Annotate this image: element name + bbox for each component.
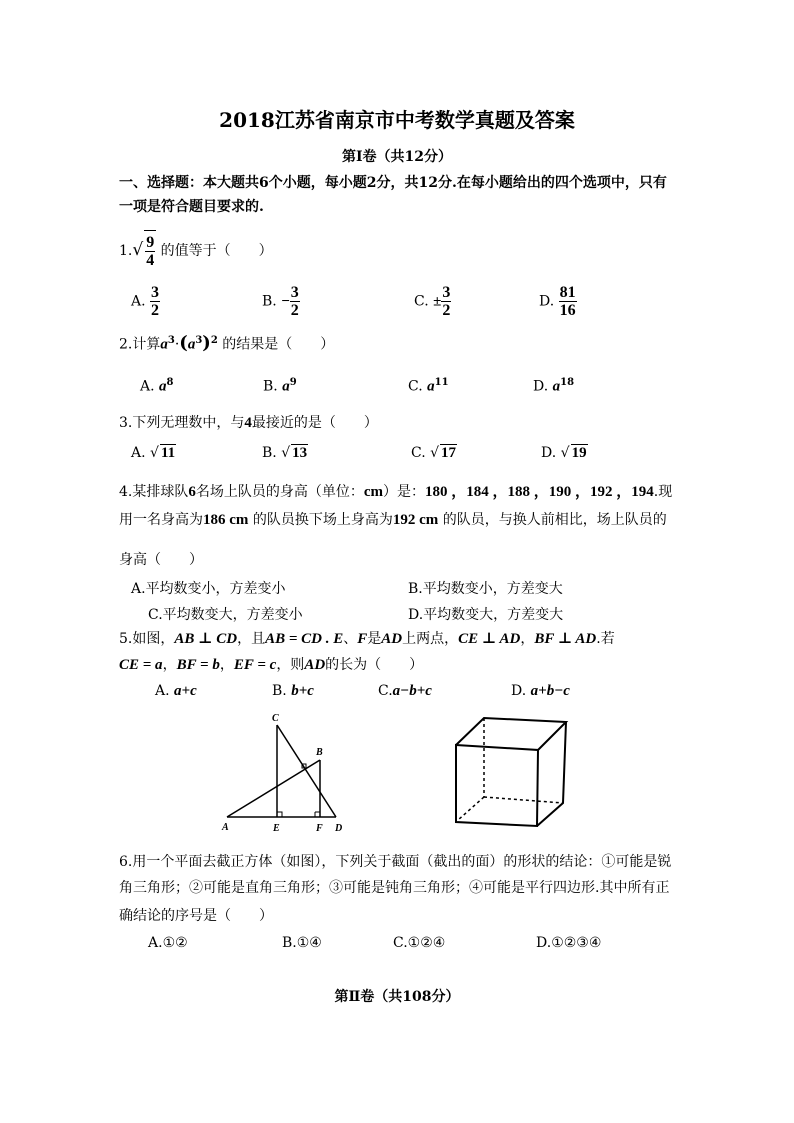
instructions-line2: 一项是符合题目要求的. bbox=[119, 199, 264, 215]
q4-option-c[interactable]: C.平均数变大，方差变小 bbox=[148, 607, 303, 623]
q3-option-a[interactable]: A. √ 11 bbox=[131, 445, 176, 461]
question-text: 的值等于（ ） bbox=[160, 243, 273, 259]
part1-heading: 第Ⅰ卷（共12分） bbox=[341, 149, 453, 165]
sqrt-icon: √ bbox=[132, 240, 144, 260]
q3-option-d[interactable]: D. √ 19 bbox=[541, 445, 587, 461]
q2-option-c[interactable]: C. $a^{11}$ bbox=[408, 377, 449, 395]
cube-figure bbox=[456, 718, 566, 826]
point-label-c: C bbox=[272, 713, 279, 724]
q3-option-b[interactable]: B. √ 13 bbox=[262, 445, 308, 461]
question-2: 2.计算$a^3\cdot(a^3)^2$ 的结果是（ ） bbox=[119, 332, 335, 354]
q3-option-c[interactable]: C. √ 17 bbox=[411, 445, 457, 461]
q1-option-a[interactable]: A. $\frac{3}{2}$ bbox=[131, 284, 160, 319]
q5-option-b[interactable]: B. b+c bbox=[272, 683, 314, 699]
q1-option-d[interactable]: D. $\frac{81}{16}$ bbox=[539, 284, 576, 319]
q2-option-b[interactable]: B. $a^9$ bbox=[263, 377, 297, 395]
sqrt-icon: √ bbox=[281, 445, 291, 461]
question-6-line2: 角三角形；②可能是直角三角形；③可能是钝角三角形；④可能是平行四边形.其中所有正 bbox=[119, 880, 670, 896]
q5-option-d[interactable]: D. a+b−c bbox=[511, 683, 570, 699]
sqrt-icon: √ bbox=[150, 445, 159, 461]
sqrt-icon: √ bbox=[430, 445, 440, 461]
q-number: 1. bbox=[119, 243, 133, 259]
question-4-line1: 4.某排球队6名场上队员的身高（单位：cm）是：180 ，184 ，188 ，190 ，192 ，194.现 bbox=[119, 484, 673, 500]
q1-option-b[interactable]: B. − $\frac{3}{2}$ bbox=[262, 284, 299, 319]
part2-heading: 第Ⅱ卷（共108分） bbox=[334, 989, 460, 1005]
question-6-line1: 6.用一个平面去截正方体（如图），下列关于截面（截出的面）的形状的结论：①可能是锐 bbox=[119, 854, 672, 870]
question-5-line2: CE = a，BF = b，EF = c，则AD的长为（ ） bbox=[119, 657, 424, 673]
fraction-denominator: 4 bbox=[146, 251, 155, 269]
question-6-line3: 确结论的序号是（ ） bbox=[119, 908, 273, 924]
q4-option-b[interactable]: B.平均数变小，方差变大 bbox=[408, 581, 563, 597]
q6-option-b[interactable]: B.①④ bbox=[282, 935, 322, 951]
q4-option-d[interactable]: D.平均数变大，方差变大 bbox=[408, 607, 564, 623]
q2-option-d[interactable]: D. $a^{18}$ bbox=[533, 377, 575, 395]
point-label-d: D bbox=[335, 823, 343, 834]
question-4-line2: 用一名身高为186 cm 的队员换下场上身高为192 cm 的队员，与换人前相比，场上队员的 bbox=[119, 512, 667, 528]
q6-option-c[interactable]: C.①②④ bbox=[393, 935, 446, 951]
fraction-numerator: 9 bbox=[146, 233, 155, 251]
q2-option-a[interactable]: A. $a^8$ bbox=[140, 377, 174, 395]
sqrt-icon: √ bbox=[560, 445, 570, 461]
question-5-line1: 5.如图，AB ⊥ CD，且AB = CD . E、F是AD上两点，CE ⊥ AD，BF ⊥ AD.若 bbox=[119, 631, 615, 647]
point-label-a: A bbox=[222, 822, 229, 833]
triangle-figure bbox=[227, 725, 336, 817]
q6-option-d[interactable]: D.①②③④ bbox=[536, 935, 602, 951]
question-4-line3: 身高（ ） bbox=[119, 552, 203, 568]
instructions-line1: 一、选择题：本大题共6个小题，每小题2分，共12分.在每小题给出的四个选项中，只有 bbox=[119, 175, 667, 191]
q5-option-c[interactable]: C.a−b+c bbox=[378, 683, 432, 699]
point-label-b: B bbox=[316, 747, 323, 758]
q1-option-c[interactable]: C. ± $\frac{3}{2}$ bbox=[414, 284, 451, 319]
q4-option-a[interactable]: A.平均数变小，方差变小 bbox=[131, 581, 286, 597]
question-3: 3.下列无理数中，与4最接近的是（ ） bbox=[119, 415, 378, 431]
document-title: 2018江苏省南京市中考数学真题及答案 bbox=[219, 108, 575, 132]
point-label-e: E bbox=[273, 823, 280, 834]
q5-option-a[interactable]: A. a+c bbox=[155, 683, 197, 699]
point-label-f: F bbox=[316, 823, 323, 834]
q6-option-a[interactable]: A.①② bbox=[148, 935, 188, 951]
